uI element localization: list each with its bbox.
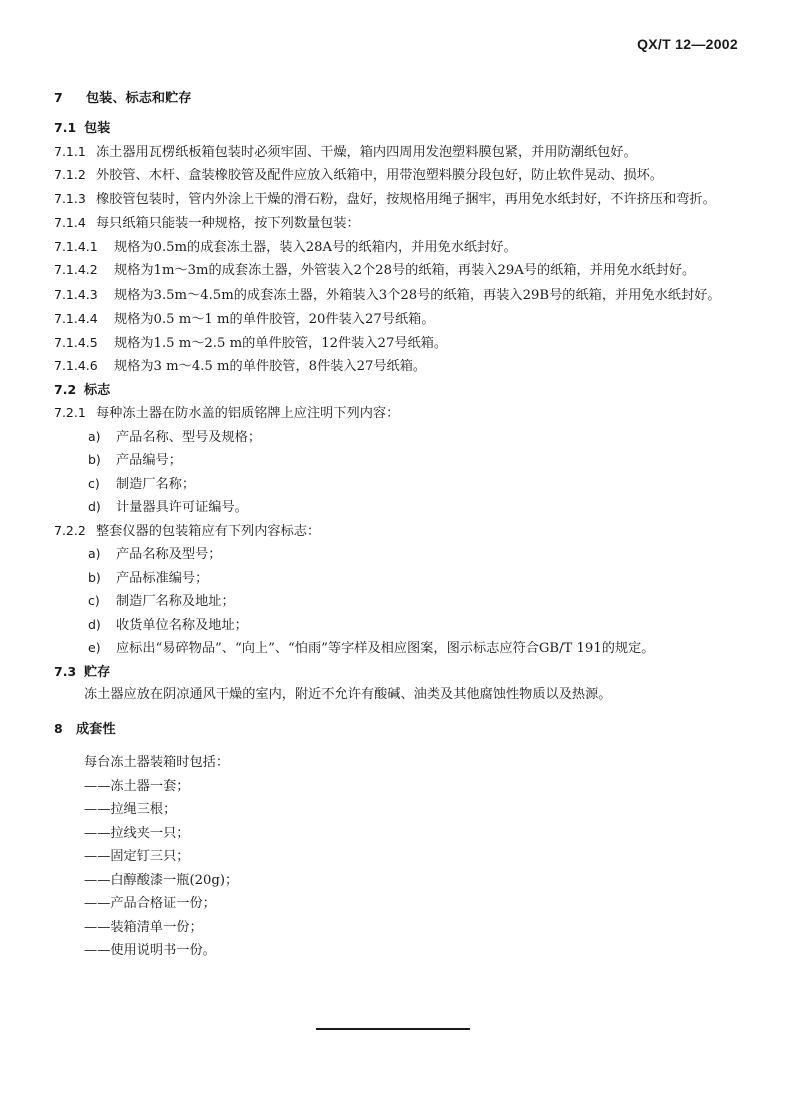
package-item: ——装箱清单一份； (84, 919, 203, 935)
subsection-7-2-heading (54, 380, 744, 400)
list-marker: d) (88, 499, 101, 514)
package-item: ——拉绳三根； (84, 802, 177, 817)
list-text: 产品编号； (116, 453, 182, 468)
list-item (54, 427, 744, 447)
clause-number: 7.1.2 (54, 167, 86, 182)
clause-number: 7.1.4 (54, 215, 86, 230)
list-marker: c) (88, 475, 100, 491)
clause-7-1-4 (54, 213, 744, 233)
clause-7-1-3 (54, 189, 744, 210)
package-item: ——使用说明书一份。 (84, 943, 216, 958)
list-marker: d) (88, 616, 101, 632)
clause-7-1-4-1 (54, 237, 744, 257)
list-item (54, 450, 744, 470)
subsection-7-1-heading (54, 118, 744, 138)
clause-number: 7.1.4.4 (54, 311, 98, 326)
clause-text: 橡胶管包装时，管内外涂上干燥的滑石粉，盘好，按规格用绳子捆牢，再用免水纸封好，不许挤压和弯折。 (96, 191, 716, 207)
clause-number: 7.1.4.3 (54, 286, 98, 302)
clause-7-1-4-4 (54, 309, 744, 329)
list-marker: a) (88, 546, 101, 561)
list-text: 应标出“易碎物品”、“向上”、“怕雨”等字样及相应图案，图示标志应符合GB/T 191的规定。 (116, 641, 655, 656)
list-text: 产品标准编号； (116, 570, 209, 586)
clause-number: 7.1.4.5 (54, 334, 98, 350)
list-marker: b) (88, 452, 101, 467)
list-text: 制造厂名称及地址； (116, 594, 235, 609)
list-item (54, 544, 744, 564)
package-item: ——冻土器一套； (84, 778, 190, 794)
list-marker: c) (88, 593, 100, 608)
list-marker: e) (88, 640, 101, 655)
clause-number: 7.1.1 (54, 143, 86, 159)
list-text: 制造厂名称； (116, 476, 196, 492)
list-item (54, 638, 744, 658)
list-item (54, 615, 744, 635)
section-number: 7 (54, 90, 63, 105)
clause-number: 7.2.1 (54, 405, 86, 420)
clause-7-1-1 (54, 142, 744, 162)
clause-text: 冻土器用瓦楞纸板箱包装时必须牢固、干燥，箱内四周用发泡塑料膜包紧，并用防潮纸包好。 (96, 144, 637, 160)
clause-number: 7.1.3 (54, 190, 86, 206)
clause-text: 规格为0.5 m～1 m的单件胶管，20件装入27号纸箱。 (114, 312, 435, 327)
clause-number: 7.2.2 (54, 522, 86, 538)
clause-number: 7.1.4.6 (54, 358, 98, 373)
list-item (54, 474, 744, 494)
end-of-document-rule (316, 1028, 470, 1030)
document-body (54, 88, 744, 965)
clause-7-1-2 (54, 165, 744, 185)
clause-text: 规格为1.5 m～2.5 m的单件胶管，12件装入27号纸箱。 (114, 335, 448, 351)
subsection-title: 贮存 (84, 664, 111, 680)
clause-text: 规格为3 m～4.5 m的单件胶管，8件装入27号纸箱。 (114, 359, 427, 374)
clause-7-2-1 (54, 403, 744, 423)
list-text: 计量器具许可证编号。 (116, 500, 248, 515)
section-7-heading (54, 88, 744, 108)
clause-text: 外胶管、木杆、盒装橡胶管及配件应放入纸箱中，用带泡塑料膜分段包好，防止软件晃动、损坏。 (96, 168, 664, 183)
section-number: 8 (54, 721, 63, 736)
section-title: 包装、标志和贮存 (86, 91, 192, 106)
subsection-title: 包装 (84, 121, 111, 136)
clause-text: 每种冻土器在防水盖的铝质铭牌上应注明下列内容： (96, 406, 400, 421)
list-marker: b) (88, 569, 101, 585)
clause-number: 7.1.4.1 (54, 238, 98, 254)
subsection-7-3-heading (54, 662, 744, 682)
list-marker: a) (88, 428, 101, 444)
list-text: 收货单位名称及地址； (116, 617, 248, 633)
list-item (54, 497, 744, 517)
package-contents-intro: 每台冻土器装箱时包括： (84, 755, 230, 770)
list-item (54, 568, 744, 588)
clause-7-1-4-5 (54, 333, 744, 353)
package-item: ——白醇酸漆一瓶(20g)； (84, 872, 239, 888)
subsection-number: 7.1 (54, 120, 77, 135)
clause-7-1-4-2 (54, 260, 744, 281)
package-item: ——产品合格证一份； (84, 896, 216, 911)
clause-text: 规格为3.5m～4.5m的成套冻土器，外箱装入3个28号的纸箱，再装入29B号的纸箱，并用免水纸封好。 (114, 287, 721, 303)
list-item (54, 591, 744, 611)
subsection-title: 标志 (84, 382, 111, 398)
package-item: ——固定钉三只； (84, 849, 190, 864)
section-8-heading (54, 719, 744, 739)
list-text: 产品名称及型号； (116, 547, 222, 562)
storage-paragraph: 冻土器应放在阴凉通风干燥的室内，附近不允许有酸碱、油类及其他腐蚀性物质以及热源。 (84, 687, 612, 702)
package-item: ——拉线夹一只； (84, 825, 190, 841)
clause-7-1-4-6 (54, 356, 744, 376)
list-text: 产品名称、型号及规格； (116, 429, 262, 445)
document-code: QX/T 12—2002 (637, 36, 738, 52)
clause-7-2-2 (54, 521, 744, 541)
clause-text: 规格为1m～3m的成套冻土器，外管装入2个28号的纸箱，再装入29A号的纸箱，并用免水纸封好。 (114, 263, 696, 278)
clause-7-1-4-3 (54, 285, 744, 306)
clause-text: 每只纸箱只能装一种规格，按下列数量包装： (96, 216, 360, 231)
clause-text: 整套仪器的包装箱应有下列内容标志： (96, 523, 321, 539)
subsection-number: 7.2 (54, 381, 77, 397)
clause-number: 7.1.4.2 (54, 262, 98, 277)
subsection-number: 7.3 (54, 663, 77, 679)
section-title: 成套性 (76, 722, 116, 737)
clause-text: 规格为0.5m的成套冻土器，装入28A号的纸箱内，并用免水纸封好。 (114, 239, 517, 255)
